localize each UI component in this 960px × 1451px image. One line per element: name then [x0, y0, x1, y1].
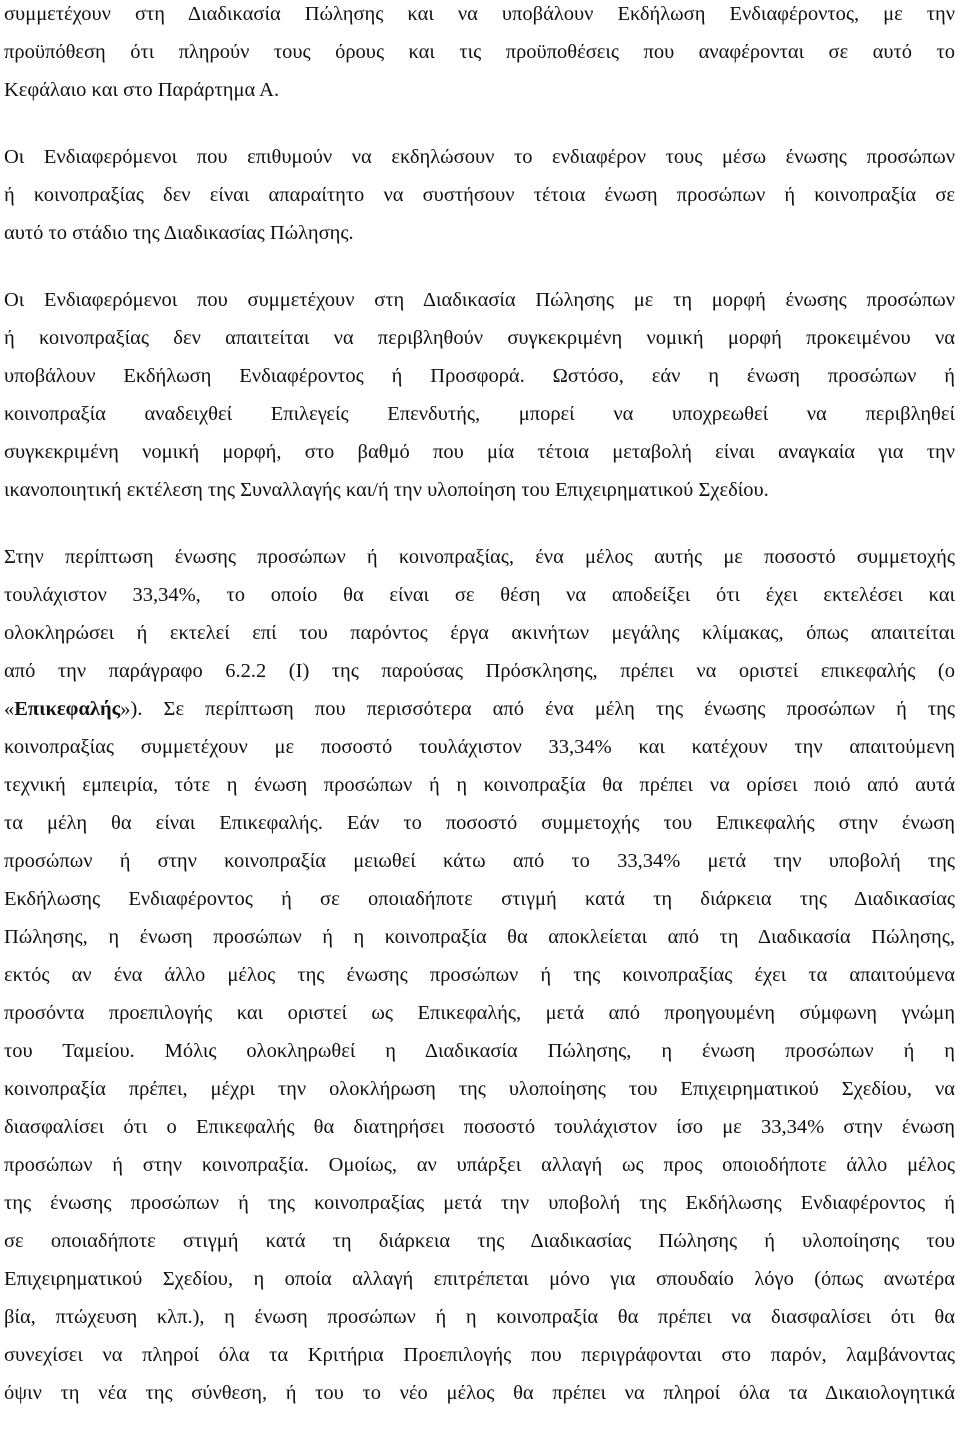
text-line: τα μέλη θα είναι Επικεφαλής. Εάν το ποσοστό συμμετοχής του Επικεφαλής στην ένωση — [4, 812, 955, 834]
text-line: Οι Ενδιαφερόμενοι που επιθυμούν να εκδηλώσουν το ενδιαφέρον τους μέσω ένωσης προσώπων — [4, 146, 955, 168]
text-line: ή κοινοπραξίας δεν απαιτείται να περιβληθούν συγκεκριμένη νομική μορφή προκειμένου να — [4, 327, 955, 349]
text-line: ή κοινοπραξίας δεν είναι απαραίτητο να συστήσουν τέτοια ένωση προσώπων ή κοινοπραξία σε — [4, 184, 955, 206]
text-line: προσόντα προεπιλογής και οριστεί ως Επικεφαλής, μετά από προηγουμένη σύμφωνη γνώμη — [4, 1002, 955, 1024]
text-line: υποβάλουν Εκδήλωση Ενδιαφέροντος ή Προσφορά. Ωστόσο, εάν η ένωση προσώπων ή — [4, 365, 955, 387]
text-line: Στην περίπτωση ένωσης προσώπων ή κοινοπραξίας, ένα μέλος αυτής με ποσοστό συμμετοχής — [4, 546, 955, 568]
text-run: »). Σε περίπτωση που περισσότερα από ένα μέλη της ένωσης προσώπων ή της — [120, 698, 955, 720]
text-line: τουλάχιστον 33,34%, το οποίο θα είναι σε θέση να αποδείξει ότι έχει εκτελέσει και — [4, 584, 955, 606]
text-line: Εκδήλωσης Ενδιαφέροντος ή σε οποιαδήποτε στιγμή κατά τη διάρκεια της Διαδικασίας — [4, 888, 955, 910]
text-line: σε οποιαδήποτε στιγμή κατά τη διάρκεια της Διαδικασίας Πώλησης ή υλοποίησης του — [4, 1230, 955, 1252]
text-line: κοινοπραξία πρέπει, μέχρι την ολοκλήρωση της υλοποίησης του Επιχειρηματικού Σχεδίου, να — [4, 1078, 955, 1100]
text-line: Κεφάλαιο και στο Παράρτημα Α. — [4, 79, 280, 101]
text-line: προϋπόθεση ότι πληρούν τους όρους και τις προϋποθέσεις που αναφέρονται σε αυτό το — [4, 41, 955, 63]
text-line: Επιχειρηματικού Σχεδίου, η οποία αλλαγή επιτρέπεται μόνο για σπουδαίο λόγο (όπως ανωτέρα — [4, 1268, 955, 1290]
text-line: της ένωσης προσώπων ή της κοινοπραξίας μετά την υποβολή της Εκδήλωσης Ενδιαφέροντος ή — [4, 1192, 955, 1214]
text-line: κοινοπραξία αναδειχθεί Επιλεγείς Επενδυτής, μπορεί να υποχρεωθεί να περιβληθεί — [4, 403, 955, 425]
text-line: ικανοποιητική εκτέλεση της Συναλλαγής και/ή την υλοποίηση του Επιχειρηματικού Σχεδίου. — [4, 479, 769, 501]
text-line: προσώπων ή στην κοινοπραξία. Ομοίως, αν υπάρξει αλλαγή ως προς οποιοδήποτε άλλο μέλος — [4, 1154, 955, 1176]
text-line: Οι Ενδιαφερόμενοι που συμμετέχουν στη Διαδικασία Πώλησης με τη μορφή ένωσης προσώπων — [4, 289, 955, 311]
text-line: κοινοπραξίας συμμετέχουν με ποσοστό τουλάχιστον 33,34% και κατέχουν την απαιτούμενη — [4, 736, 955, 758]
text-line: όψιν τη νέα της σύνθεση, ή του το νέο μέλος θα πρέπει να πληροί όλα τα Δικαιολογητικά — [4, 1382, 955, 1404]
text-line: από την παράγραφο 6.2.2 (Ι) της παρούσας Πρόσκλησης, πρέπει να οριστεί επικεφαλής (ο — [4, 660, 955, 682]
text-run: « — [4, 698, 15, 720]
text-line: συμμετέχουν στη Διαδικασία Πώλησης και να υποβάλουν Εκδήλωση Ενδιαφέροντος, με την — [4, 3, 955, 25]
text-line: εκτός αν ένα άλλο μέλος της ένωσης προσώπων ή της κοινοπραξίας έχει τα απαιτούμενα — [4, 964, 955, 986]
text-line: αυτό το στάδιο της Διαδικασίας Πώλησης. — [4, 222, 354, 244]
text-line: Πώλησης, η ένωση προσώπων ή η κοινοπραξία θα αποκλείεται από τη Διαδικασία Πώλησης, — [4, 926, 955, 948]
text-line: τεχνική εμπειρία, τότε η ένωση προσώπων ή η κοινοπραξία θα πρέπει να ορίσει ποιό από αυτά — [4, 774, 955, 796]
text-line: συνεχίσει να πληροί όλα τα Κριτήρια Προεπιλογής που περιγράφονται στο παρόν, λαμβάνοντας — [4, 1344, 955, 1366]
text-line: συγκεκριμένη νομική μορφή, στο βαθμό που μία τέτοια μεταβολή είναι αναγκαία για την — [4, 441, 955, 463]
defined-term-epikefalis: Επικεφαλής — [14, 698, 121, 720]
text-line: ολοκληρώσει ή εκτελεί επί του παρόντος έργα ακινήτων μεγάλης κλίμακας, όπως απαιτείται — [4, 622, 955, 644]
text-line: διασφαλίσει ότι ο Επικεφαλής θα διατηρήσει ποσοστό τουλάχιστον ίσο με 33,34% στην ένωση — [4, 1116, 955, 1138]
text-line: βία, πτώχευση κλπ.), η ένωση προσώπων ή η κοινοπραξία θα πρέπει να διασφαλίσει ότι θα — [4, 1306, 955, 1328]
text-line: προσώπων ή στην κοινοπραξία μειωθεί κάτω από το 33,34% μετά την υποβολή της — [4, 850, 955, 872]
text-line — [4, 697, 955, 721]
text-line: του Ταμείου. Μόλις ολοκληρωθεί η Διαδικασία Πώλησης, η ένωση προσώπων ή η — [4, 1040, 955, 1062]
